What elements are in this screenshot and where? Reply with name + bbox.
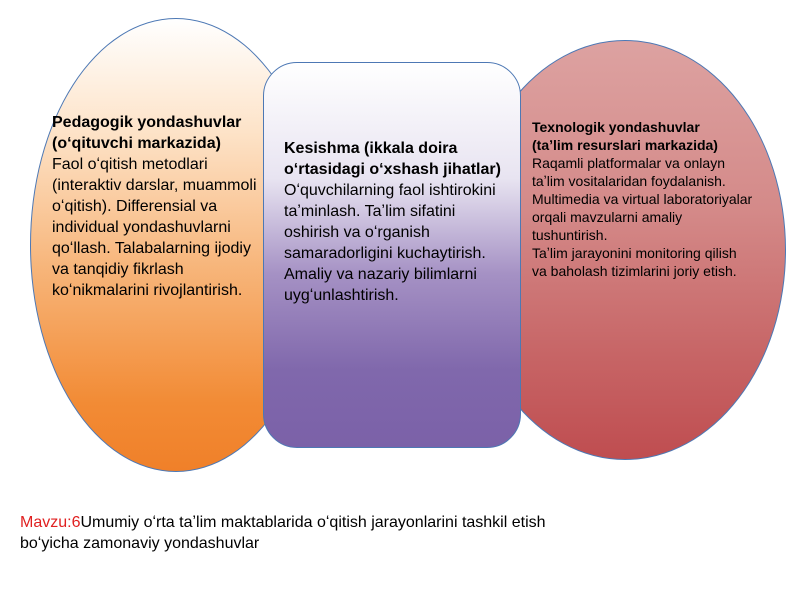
technological-title-line: (taʼlim resurslari markazida) (532, 137, 718, 153)
technological-item: Taʼlim jarayonini monitoring qilish va baholash tizimlarini joriy etish. (532, 245, 737, 279)
pedagogical-text (52, 112, 268, 301)
technological-text (532, 118, 754, 280)
topic-label: Mavzu:6 (20, 514, 81, 531)
topic-text: Umumiy oʻrta taʼlim maktablarida oʻqitish jarayonlarini tashkil etish boʻyicha zamonaviy yondashuvlar (20, 514, 546, 552)
topic-caption (20, 512, 580, 554)
pedagogical-body: Faol oʻqitish metodlari (interaktiv darslar, muammoli oʻqitish). Differensial va individual yondashuvlarni qoʻllash. Talabalarning ijodiy va tanqidiy fikrlash koʻnikmalarini rivojlantirish. (52, 156, 257, 299)
pedagogical-title-line: Pedagogik yondashuvlar (52, 114, 242, 131)
technological-item: Raqamli platformalar va onlayn taʼlim vositalaridan foydalanish. (532, 155, 726, 189)
technological-title-line: Texnologik yondashuvlar (532, 119, 700, 135)
intersection-title: Kesishma (ikkala doira oʻrtasidagi oʻxshash jihatlar) (284, 140, 501, 178)
technological-item: Multimedia va virtual laboratoriyalar orqali mavzularni amaliy tushuntirish. (532, 191, 753, 243)
intersection-body: Oʻquvchilarning faol ishtirokini taʼminlash. Taʼlim sifatini oshirish va oʻrganish samaradorligini kuchaytirish. Amaliy va nazariy bilimlarni uygʻunlashtirish. (284, 182, 496, 304)
intersection-text (284, 138, 508, 306)
pedagogical-title-line: (oʻqituvchi markazida) (52, 135, 221, 152)
